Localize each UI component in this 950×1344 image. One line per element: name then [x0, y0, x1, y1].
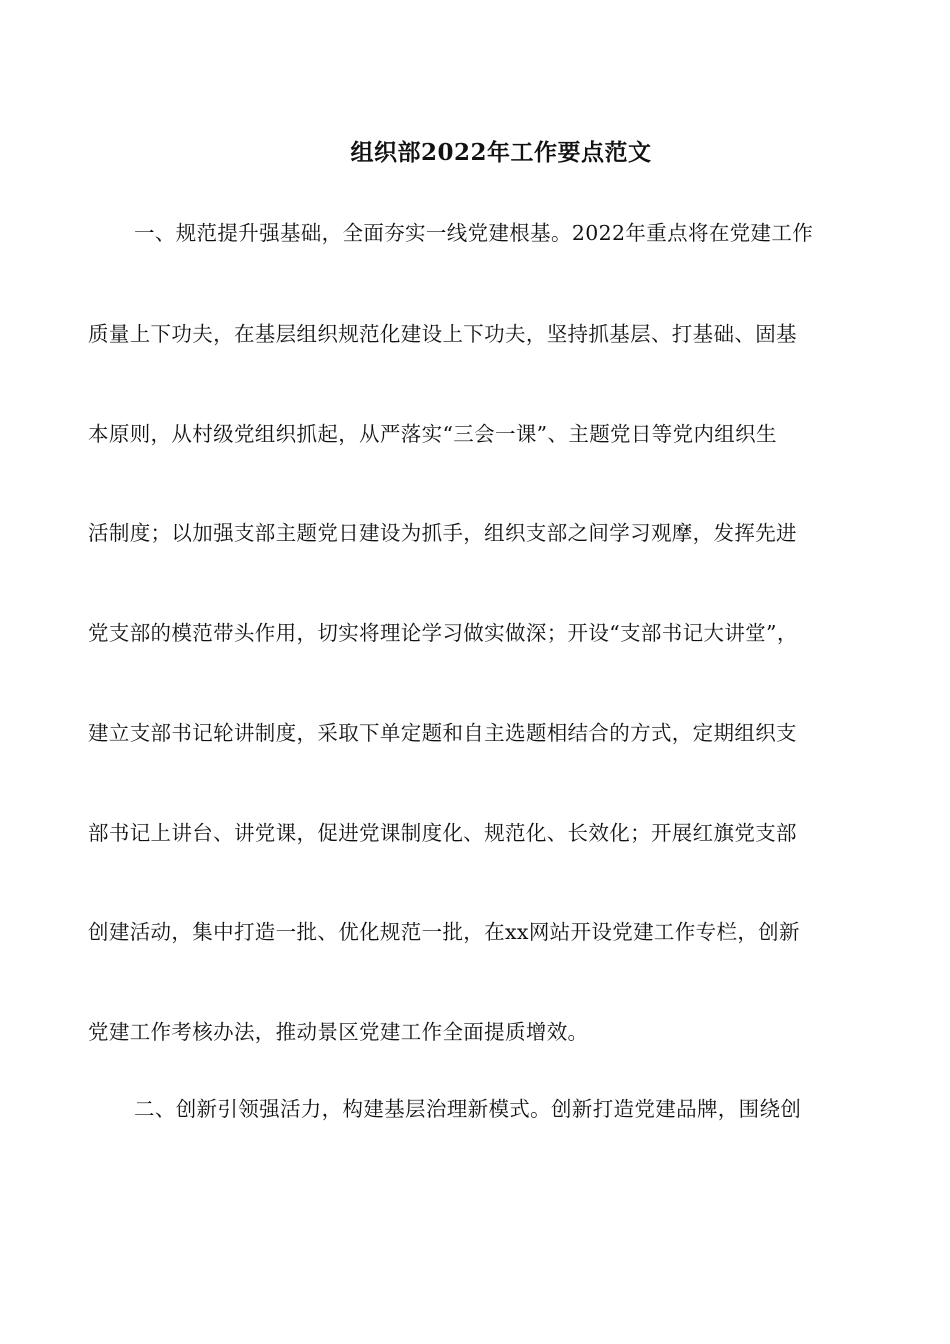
paragraph-1-line-3: 本原则，从村级党组织抓起，从严落实“三会一课”、主题党日等党内组织生 — [88, 422, 777, 446]
paragraph-1-line-1: 一、规范提升强基础，全面夯实一线党建根基。2022年重点将在党建工作 — [134, 221, 814, 245]
paragraph-2-line-1: 二、创新引领强活力，构建基层治理新模式。创新打造党建品牌，围绕创 — [134, 1097, 802, 1121]
paragraph-1-line-2: 质量上下功夫，在基层组织规范化建设上下功夫，坚持抓基层、打基础、固基 — [88, 322, 797, 346]
paragraph-1-line-5: 党支部的模范带头作用，切实将理论学习做实做深；开设“支部书记大讲堂”， — [88, 621, 798, 645]
paragraph-1-line-8: 创建活动，集中打造一批、优化规范一批，在xx网站开设党建工作专栏，创新 — [88, 920, 800, 944]
paragraph-1-line-9: 党建工作考核办法，推动景区党建工作全面提质增效。 — [88, 1020, 589, 1044]
paragraph-1-line-4: 活制度；以加强支部主题党日建设为抓手，组织支部之间学习观摩，发挥先进 — [88, 521, 797, 545]
paragraph-1-line-6: 建立支部书记轮讲制度，采取下单定题和自主选题相结合的方式，定期组织支 — [88, 721, 797, 745]
paragraph-1-line-7: 部书记上讲台、讲党课，促进党课制度化、规范化、长效化；开展红旗党支部 — [88, 821, 797, 845]
document-title: 组织部2022年工作要点范文 — [350, 139, 652, 166]
